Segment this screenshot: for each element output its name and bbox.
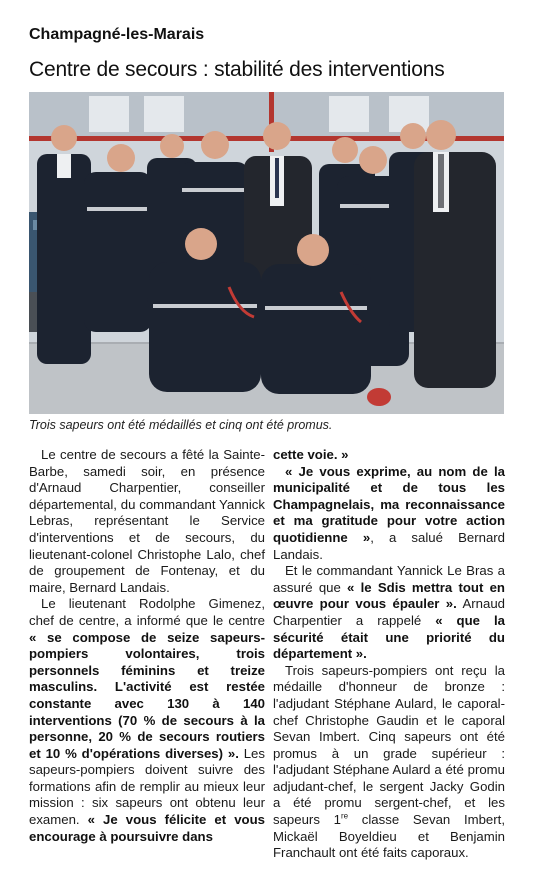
text-run: Les sapeurs-pompiers doivent suivre des formations afin de remplir au mieux leur mission : six sapeurs ont obtenu leur examen. bbox=[29, 745, 265, 828]
paragraph bbox=[273, 464, 505, 564]
article-column-left bbox=[29, 447, 265, 845]
photo-caption: Trois sapeurs ont été médaillés et cinq ont été promus. bbox=[29, 418, 333, 432]
group-photo-firefighters bbox=[29, 92, 504, 414]
quote: « Je vous exprime, au nom de la municipalité et de tous les Champagnelais, ma reconnaissance et ma gratitude pour votre action quotidienne » bbox=[273, 463, 505, 545]
quote: « Je vous félicite et vous encourage à poursuivre dans bbox=[29, 812, 265, 844]
article-photo bbox=[29, 92, 504, 414]
article-headline: Centre de secours : stabilité des interventions bbox=[29, 58, 445, 81]
paragraph bbox=[273, 447, 505, 464]
quote: « le Sdis mettra tout en œuvre pour vous épauler ». bbox=[273, 579, 505, 612]
quote: cette voie. » bbox=[273, 447, 349, 462]
paragraph bbox=[273, 563, 505, 663]
paragraph bbox=[29, 596, 265, 845]
text-run: , a salué Bernard Landais. bbox=[273, 529, 506, 562]
superscript: re bbox=[340, 811, 349, 821]
text-run: classe Sevan Imbert, Mickaël Boyeldieu et Benjamin Franchault ont été faits caporaux. bbox=[273, 812, 505, 861]
locality-heading: Champagné-les-Marais bbox=[29, 26, 205, 43]
text-run: Trois sapeurs-pompiers ont reçu la médaille d'honneur de bronze : l'adjudant Stéphane Aulard, le caporal-chef Christophe Gaudin et le caporal Sevan Imbert. Cinq sapeurs ont été promus à un grade supérieur : l'adjudant Stéphane Aulard a été promu adjudant-chef, le sergent Jacky Godin a été promu sergent-chef, et les sapeurs 1 bbox=[273, 662, 505, 828]
article-column-right bbox=[273, 447, 505, 862]
paragraph bbox=[273, 663, 505, 862]
paragraph: Le centre de secours a fêté la Sainte-Barbe, samedi soir, en présence d'Arnaud Charpentier, conseiller départemental, du commandant Yannick Lebras, représentant le Service d'interventions et de secours, du lieutenant-colonel Christophe Lalo, chef de groupement de Fontenay, et du maire, Bernard Landais. bbox=[29, 447, 265, 595]
text-run: Et le commandant Yannick Le Bras a assuré que bbox=[273, 563, 505, 595]
text-run: Arnaud Charpentier a rappelé bbox=[273, 596, 505, 628]
text-run: Le lieutenant Rodolphe Gimenez, chef de centre, a informé que le centre bbox=[29, 596, 265, 628]
quote: « que la sécurité était une priorité du département ». bbox=[273, 612, 505, 662]
quote: « se compose de seize sapeurs-pompiers volontaires, trois personnels féminins et treize masculins. L'activité est restée constante avec 130 à 140 interventions (70 % de secours à la personne, 20 % de secours routiers et 10 % d'opérations diverses) ». bbox=[29, 629, 265, 761]
